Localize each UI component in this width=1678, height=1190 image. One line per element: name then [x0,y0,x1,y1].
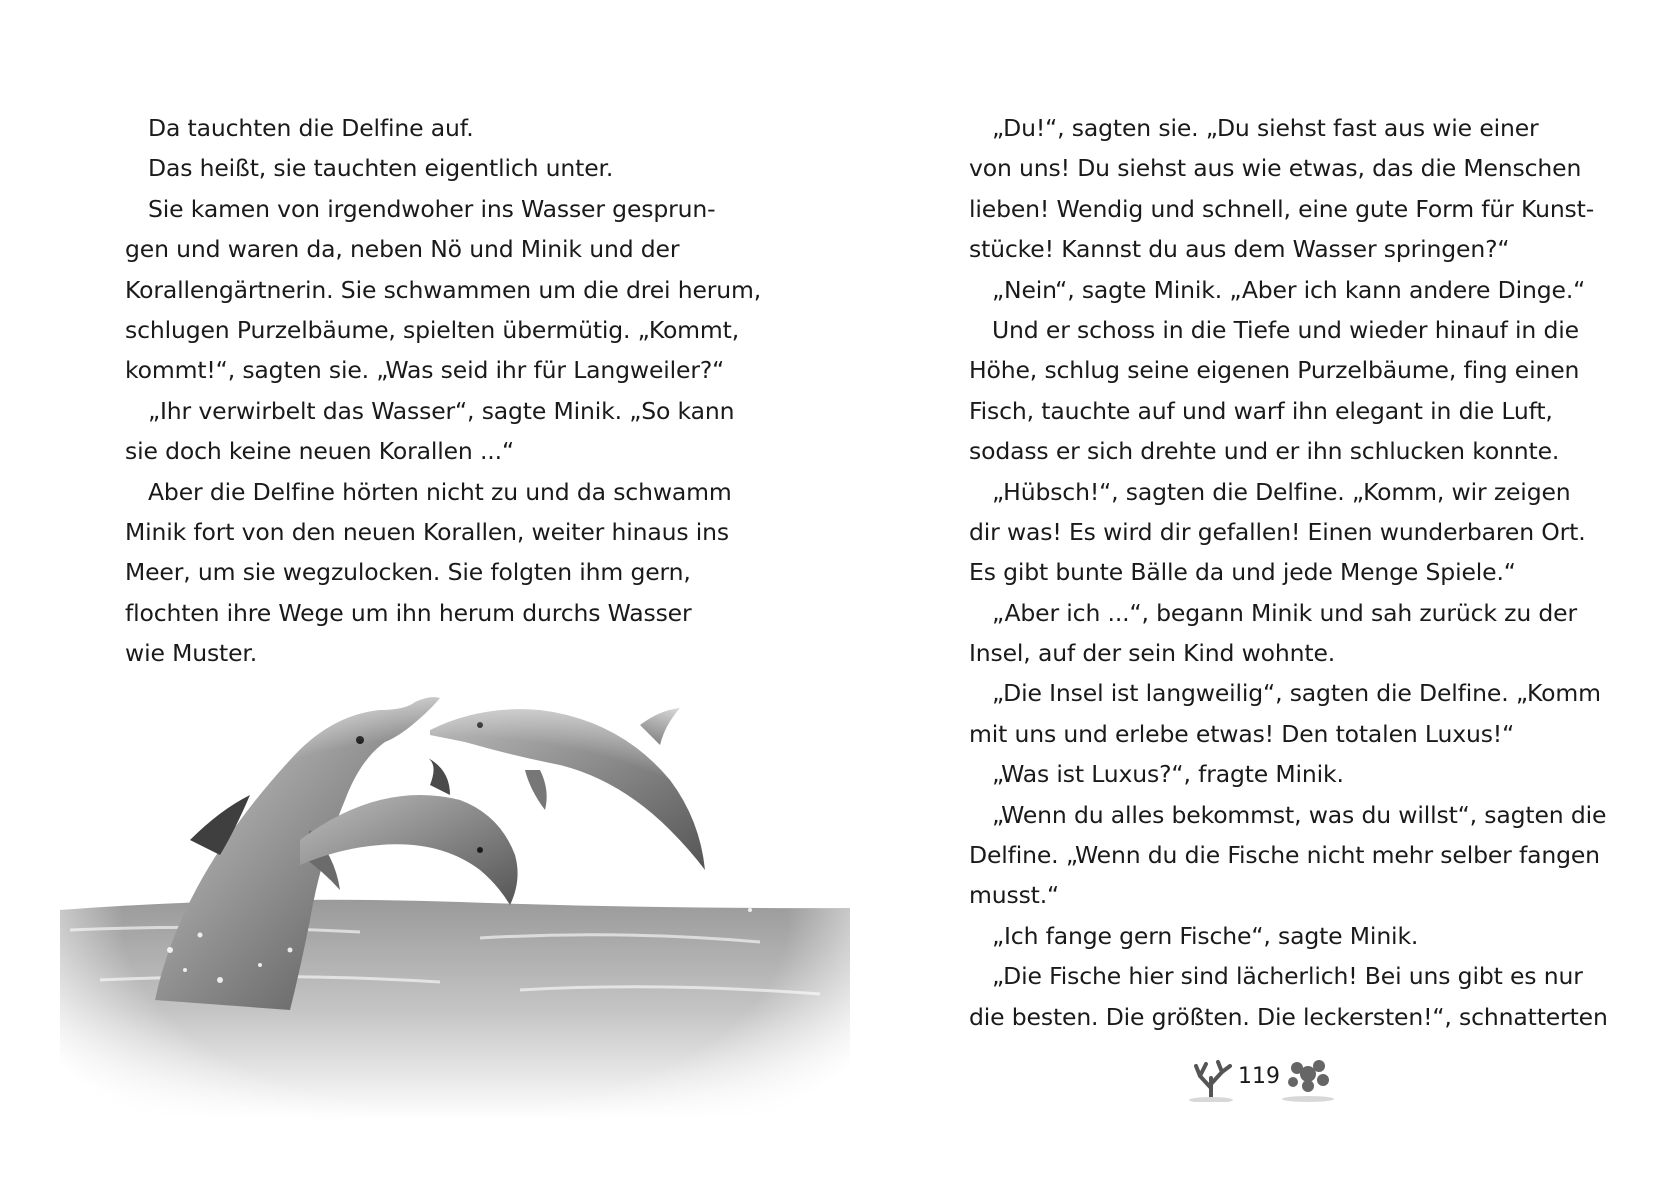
text-line: sie doch keine neuen Korallen ...“ [125,437,514,466]
text-line: Meer, um sie wegzulocken. Sie folgten ihm gern, [125,558,691,587]
dolphins-illustration-icon [60,680,850,1120]
paragraph-first-line: „Hübsch!“, sagten die Delfine. „Komm, wir zeigen [992,477,1571,506]
coral-right-icon [1279,1056,1337,1102]
text-line: musst.“ [969,881,1060,910]
text-line: stücke! Kannst du aus dem Wasser springen?“ [969,235,1510,264]
right-page [839,0,1678,1190]
text-line: wie Muster. [125,639,258,668]
paragraph-first-line: „Die Fische hier sind lächerlich! Bei uns gibt es nur [992,962,1583,991]
text-line: Es gibt bunte Bälle da und jede Menge Spiele.“ [969,558,1516,587]
text-line: sodass er sich drehte und er ihn schlucken konnte. [969,437,1560,466]
page-number: 119 [1238,1064,1280,1089]
text-line: Insel, auf der sein Kind wohnte. [969,639,1336,668]
text-line: Höhe, schlug seine eigenen Purzelbäume, fing einen [969,356,1580,385]
right-page-text [969,108,1608,1037]
text-line: von uns! Du siehst aus wie etwas, das die Menschen [969,154,1582,183]
paragraph-first-line: Sie kamen von irgendwoher ins Wasser gesprun- [148,194,716,223]
paragraph-first-line: Das heißt, sie tauchten eigentlich unter. [148,154,614,183]
paragraph-first-line: Da tauchten die Delfine auf. [148,114,474,142]
text-line: die besten. Die größten. Die leckersten!“, schnatterten [969,1002,1608,1031]
text-line: schlugen Purzelbäume, spielten übermütig. „Kommt, [125,315,740,344]
paragraph-first-line: „Ihr verwirbelt das Wasser“, sagte Minik. „So kann [148,396,735,425]
page-folio [1174,1048,1344,1108]
left-page-text [125,108,761,673]
paragraph-first-line: „Was ist Luxus?“, fragte Minik. [992,760,1344,789]
text-line: kommt!“, sagten sie. „Was seid ihr für Langweiler?“ [125,356,725,385]
text-line: mit uns und erlebe etwas! Den totalen Luxus!“ [969,719,1515,748]
text-line: flochten ihre Wege um ihn herum durchs Wasser [125,598,692,627]
paragraph-first-line: Und er schoss in die Tiefe und wieder hinauf in die [992,315,1579,344]
paragraph-first-line: „Nein“, sagte Minik. „Aber ich kann andere Dinge.“ [992,275,1586,304]
paragraph-first-line: „Ich fange gern Fische“, sagte Minik. [992,921,1419,950]
text-line: Minik fort von den neuen Korallen, weiter hinaus ins [125,517,729,546]
paragraph-first-line: „Du!“, sagten sie. „Du siehst fast aus wie einer [992,114,1539,142]
paragraph-first-line: „Wenn du alles bekommst, was du willst“, sagten die [992,800,1607,829]
paragraph-first-line: „Die Insel ist langweilig“, sagten die Delfine. „Komm [992,679,1601,708]
text-line: Korallengärtnerin. Sie schwammen um die drei herum, [125,275,762,304]
paragraph-first-line: „Aber ich ...“, begann Minik und sah zurück zu der [992,598,1577,627]
text-line: Delfine. „Wenn du die Fische nicht mehr selber fangen [969,841,1600,870]
paragraph-first-line: Aber die Delfine hörten nicht zu und da schwamm [148,477,732,506]
text-line: gen und waren da, neben Nö und Minik und der [125,235,680,264]
text-line: lieben! Wendig und schnell, eine gute Form für Kunst- [969,194,1595,223]
text-line: dir was! Es wird dir gefallen! Einen wunderbaren Ort. [969,517,1586,546]
text-line: Fisch, tauchte auf und warf ihn elegant in die Luft, [969,396,1553,425]
